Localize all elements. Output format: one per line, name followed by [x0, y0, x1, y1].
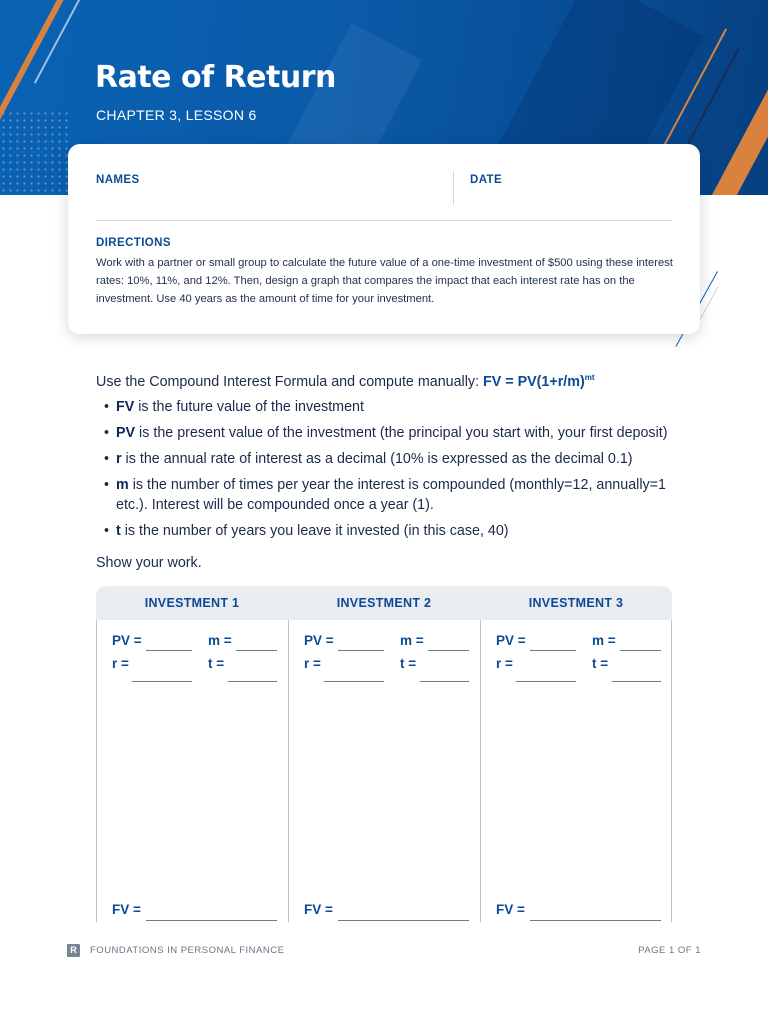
m-label: m = — [400, 633, 424, 648]
date-label: DATE — [470, 174, 503, 186]
pv-blank[interactable] — [530, 650, 576, 651]
column-header: INVESTMENT 3 — [528, 596, 624, 610]
formula-exponent: mt — [584, 373, 595, 382]
pv-label: PV = — [496, 633, 526, 648]
r-label: r = — [304, 656, 321, 671]
fv-blank[interactable] — [338, 920, 469, 921]
definition: is the number of times per year the interest is compounded (monthly=12, annually=1 etc.). Interest will be compounded once a year (1). — [116, 477, 666, 513]
m-blank[interactable] — [620, 650, 661, 651]
column-border — [96, 620, 97, 922]
decorative-stripe — [34, 0, 92, 83]
pv-blank[interactable] — [146, 650, 192, 651]
dot-pattern — [0, 110, 70, 195]
term: FV — [116, 399, 135, 415]
t-blank[interactable] — [612, 681, 661, 682]
column-header: INVESTMENT 2 — [336, 596, 432, 610]
definition: is the present value of the investment (the principal you start with, your first deposit) — [135, 425, 668, 441]
column-border — [671, 620, 672, 922]
term: m — [116, 477, 129, 493]
instructions — [96, 369, 686, 547]
r-blank[interactable] — [324, 681, 384, 682]
page-number: PAGE 1 OF 1 — [638, 945, 701, 956]
term: t — [116, 523, 121, 539]
r-label: r = — [112, 656, 129, 671]
variable-list — [96, 397, 686, 541]
r-blank[interactable] — [516, 681, 576, 682]
t-label: t = — [592, 656, 609, 671]
horizontal-divider — [96, 220, 672, 221]
list-item: • m is the number of times per year the interest is compounded (monthly=12, annually=1 etc.). Interest will be compounded once a year (1). — [104, 477, 666, 513]
fv-label: FV = — [304, 902, 333, 917]
r-label: r = — [496, 656, 513, 671]
fv-label: FV = — [112, 902, 141, 917]
formula — [483, 374, 595, 390]
definition: is the number of years you leave it invested (in this case, 40) — [120, 523, 509, 539]
column-header: INVESTMENT 1 — [144, 596, 240, 610]
column-border — [288, 620, 289, 922]
list-item: • FV is the future value of the investment — [104, 399, 364, 415]
definition: is the future value of the investment — [134, 399, 364, 415]
ramsey-logo-icon: R — [67, 944, 80, 957]
definition: is the annual rate of interest as a decimal (10% is expressed as the decimal 0.1) — [121, 451, 633, 467]
show-work-text: Show your work. — [96, 555, 202, 571]
footer-course-name: FOUNDATIONS IN PERSONAL FINANCE — [90, 945, 285, 956]
list-item: • t is the number of years you leave it invested (in this case, 40) — [104, 523, 509, 539]
t-label: t = — [208, 656, 225, 671]
names-label: NAMES — [96, 174, 140, 186]
decorative-stripe — [701, 65, 768, 195]
directions-label: DIRECTIONS — [96, 237, 171, 249]
formula-main: FV = PV(1+r/m) — [483, 374, 585, 390]
term: PV — [116, 425, 136, 441]
formula-intro-text: Use the Compound Interest Formula and compute manually: — [96, 374, 484, 390]
student-info-card — [68, 144, 700, 334]
t-blank[interactable] — [228, 681, 277, 682]
table-header — [96, 586, 672, 620]
fv-blank[interactable] — [530, 920, 661, 921]
fv-label: FV = — [496, 902, 525, 917]
column-border — [480, 620, 481, 922]
pv-label: PV = — [112, 633, 142, 648]
m-blank[interactable] — [236, 650, 277, 651]
t-label: t = — [400, 656, 417, 671]
formula-intro — [96, 369, 686, 391]
m-label: m = — [592, 633, 616, 648]
term: r — [116, 451, 122, 467]
pv-blank[interactable] — [338, 650, 384, 651]
list-item: • PV is the present value of the investment (the principal you start with, your first deposit) — [104, 425, 668, 441]
list-item: • r is the annual rate of interest as a decimal (10% is expressed as the decimal 0.1) — [104, 451, 633, 467]
decorative-stripe — [0, 0, 69, 123]
fv-blank[interactable] — [146, 920, 277, 921]
pv-label: PV = — [304, 633, 334, 648]
chapter-subtitle: CHAPTER 3, LESSON 6 — [96, 107, 257, 123]
vertical-divider — [453, 171, 454, 205]
page-title: Rate of Return — [95, 60, 336, 95]
m-blank[interactable] — [428, 650, 469, 651]
t-blank[interactable] — [420, 681, 469, 682]
r-blank[interactable] — [132, 681, 192, 682]
investment-table — [96, 586, 672, 922]
directions-text: Work with a partner or small group to calculate the future value of a one-time investment of $500 using these interest rates: 10%, 11%, and 12%. Then, design a graph that compares the impact that each interest rate has on the investment. Use 40 years as the amount of time for your investment. — [96, 257, 673, 305]
m-label: m = — [208, 633, 232, 648]
